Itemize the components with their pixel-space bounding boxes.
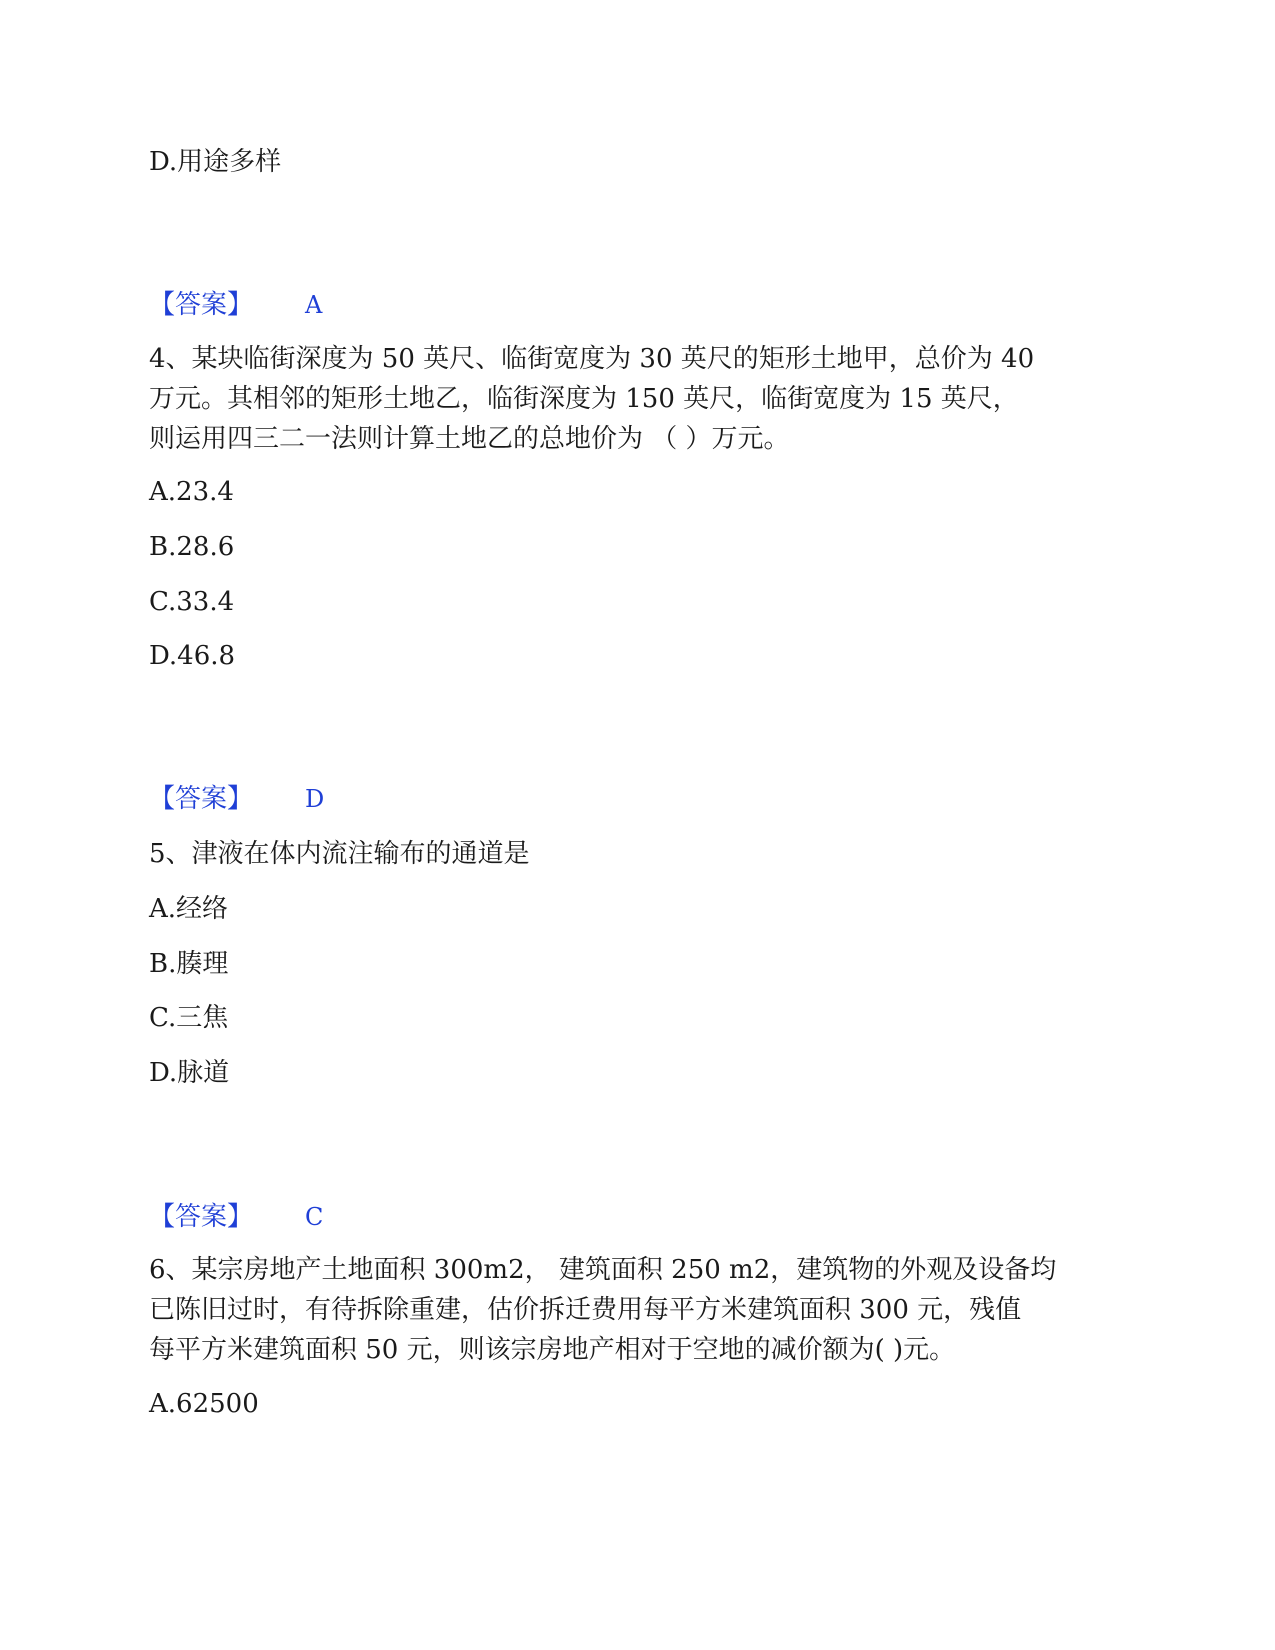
q5-option-b: B.腠理 [149,949,229,979]
question-6-line-2: 已陈旧过时，有待拆除重建，估价拆迁费用每平方米建筑面积 300 元，残值 [149,1295,1022,1325]
question-4-line-3: 则运用四三二一法则计算土地乙的总地价为 （ ）万元。 [149,424,790,454]
question-5-stem: 5、津液在体内流注输布的通道是 [149,839,530,869]
answer-3 [149,290,322,320]
question-6-line-3: 每平方米建筑面积 50 元，则该宗房地产相对于空地的减价额为( )元。 [149,1335,956,1365]
q5-option-a: A.经络 [149,894,229,924]
answer-4 [149,784,324,814]
question-4-stem [149,339,1109,459]
answer-5 [149,1202,323,1232]
q6-option-a: A.62500 [149,1389,259,1419]
question-4-line-2: 万元。其相邻的矩形土地乙，临街深度为 150 英尺，临街宽度为 15 英尺， [149,384,1019,414]
q4-option-a: A.23.4 [149,477,234,507]
q5-option-d: D.脉道 [149,1058,230,1088]
q4-option-c: C.33.4 [149,587,235,617]
answer-value: C [305,1203,324,1231]
question-4-line-1: 4、某块临街深度为 50 英尺、临街宽度为 30 英尺的矩形土地甲，总价为 40 [149,344,1035,374]
q4-option-b: B.28.6 [149,532,235,562]
q5-option-c: C.三焦 [149,1003,229,1033]
q4-option-d: D.46.8 [149,641,236,671]
answer-value: A [305,291,323,319]
q3-option-d: D.用途多样 [149,147,282,177]
answer-label: 【答案】 [149,290,254,320]
question-6-line-1: 6、某宗房地产土地面积 300m2， 建筑面积 250 m2，建筑物的外观及设备均 [149,1255,1057,1285]
question-6-stem [149,1250,1109,1370]
answer-label: 【答案】 [149,784,254,814]
answer-label: 【答案】 [149,1202,254,1232]
answer-value: D [305,785,325,813]
